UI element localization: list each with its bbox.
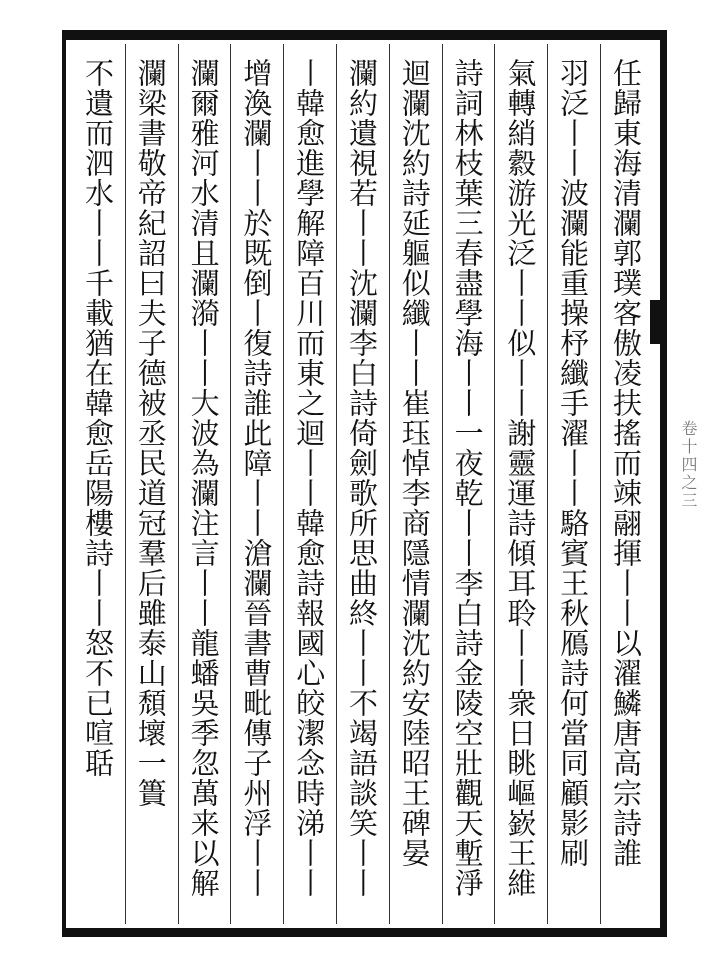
text-column-4: 詩詞林枝葉三春盡學海丨丨一夜乾丨丨李白詩金陵空壯觀天塹淨 — [442, 44, 494, 924]
margin-label: 卷十四之三 — [679, 420, 698, 510]
page-border-bottom — [62, 930, 667, 937]
text-column-6: 瀾約遺視若丨丨沈瀾李白詩倚劍歌所思曲終丨丨不竭語談笑丨丨 — [336, 44, 388, 924]
text-column-10: 瀾梁書敬帝紀詔曰夫子德被丞民道冠羣后雖泰山頹壞一簣 — [125, 44, 177, 924]
text-column-8: 增渙瀾丨丨於既倒丨復詩誰此障丨丨滄瀾晉書曹毗傳子州浮丨丨 — [230, 44, 282, 924]
text-column-9: 瀾爾雅河水清且瀾漪丨丨大波為瀾注言丨丨龍蟠吳季忽萬来以解 — [178, 44, 230, 924]
text-column-7: 丨韓愈進學解障百川而東之迴丨丨韓愈詩報國心皎潔念時涕丨丨 — [283, 44, 335, 924]
text-column-1: 任歸東海清瀾郭璞客傲凌扶搖而竦翮揮丨丨以濯鱗唐高宗詩誰 — [600, 44, 652, 924]
page-border-top — [62, 30, 667, 38]
text-column-5: 迴瀾沈約詩延軀似纖丨丨崔珏悼李商隱情瀾沈約安陸昭王碑晏 — [389, 44, 441, 924]
text-column-2: 羽泛丨丨波瀾能重操杼纖手濯丨丨駱賓王秋鴈詩何當同顧影刷 — [547, 44, 599, 924]
text-column-11: 不遺而泗水丨丨千載猶在韓愈岳陽樓詩丨丨怒不已喧聒 — [81, 58, 115, 778]
text-body — [72, 44, 652, 924]
text-column-3: 氣轉綃縠游光泛丨丨似丨丨謝靈運詩傾耳聆丨丨衆日眺嶇嶔王維 — [494, 44, 546, 924]
